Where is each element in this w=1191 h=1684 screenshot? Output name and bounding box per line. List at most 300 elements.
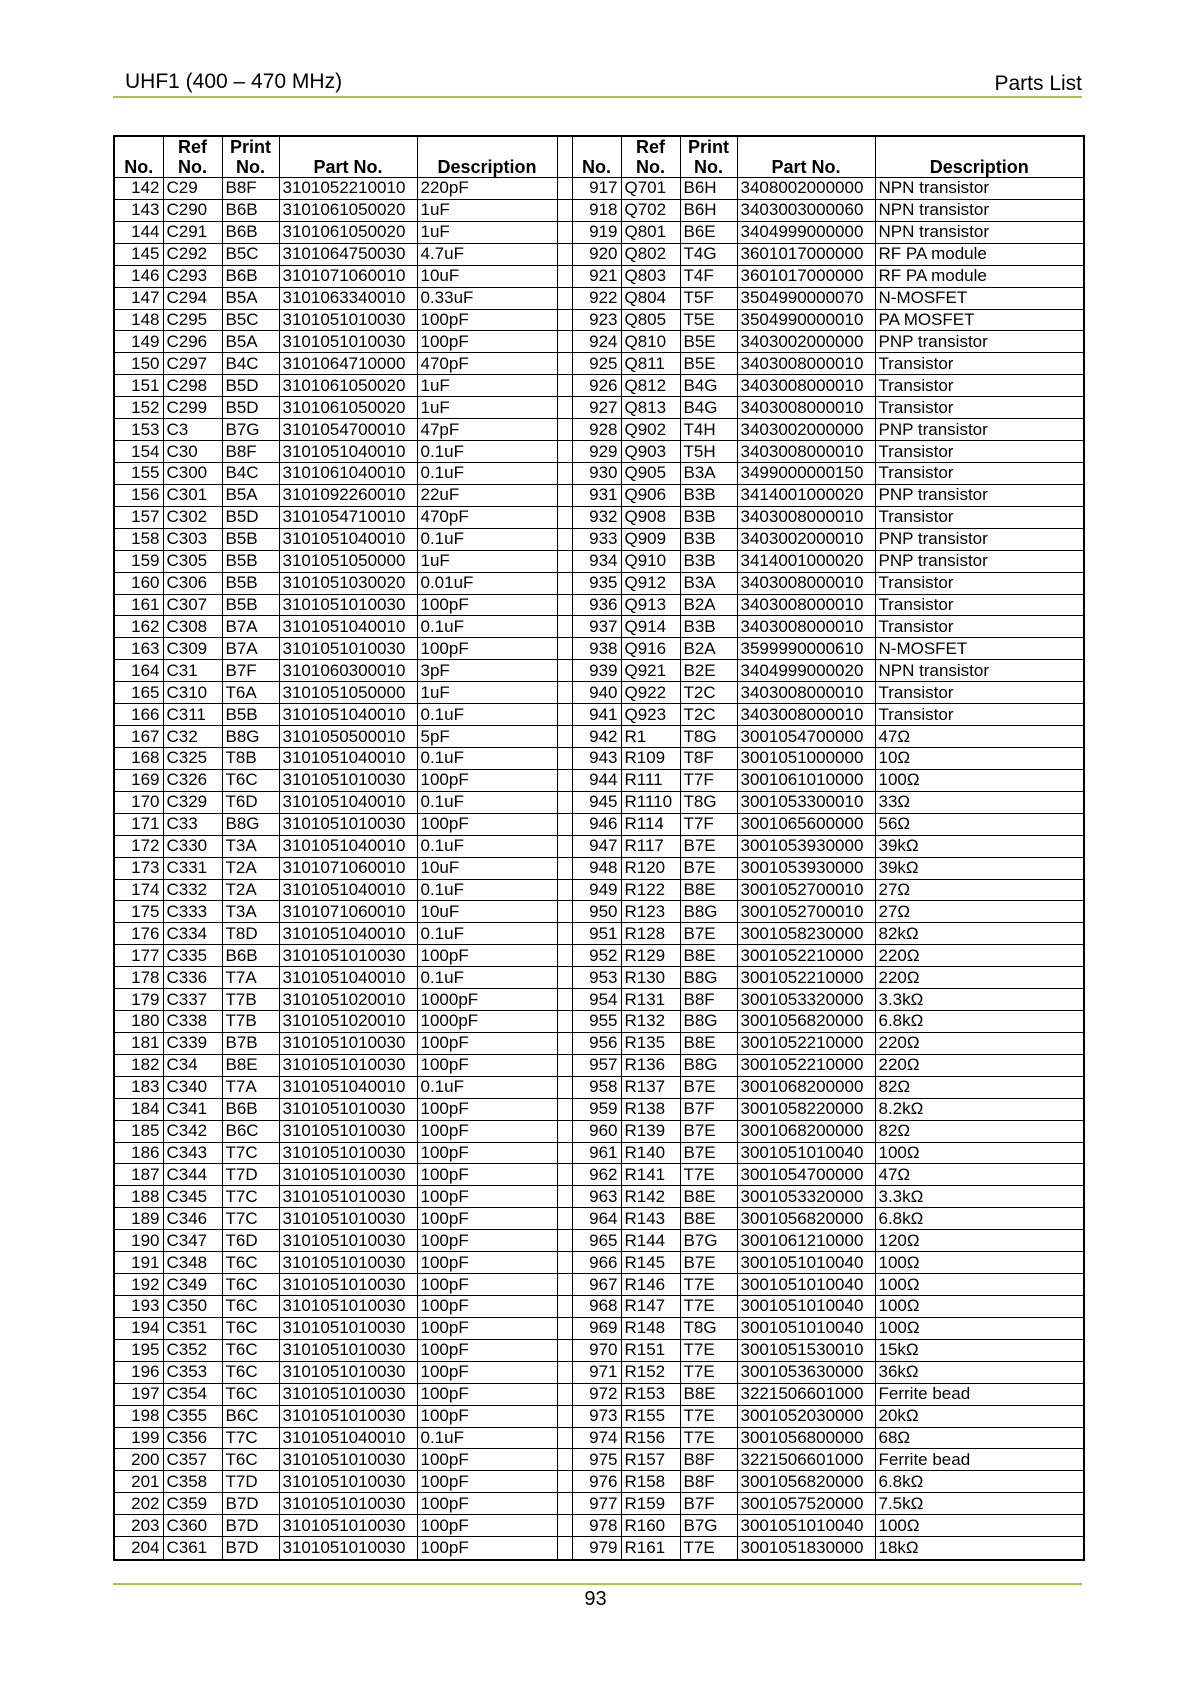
table-row <box>114 1493 1084 1515</box>
cell-part: 3101052210010 <box>279 178 417 200</box>
cell-ref: C344 <box>163 1164 222 1186</box>
cell-no: 204 <box>114 1537 163 1560</box>
table-row <box>114 1098 1084 1120</box>
cell-ref: C301 <box>163 484 222 506</box>
column-gap <box>557 221 572 243</box>
cell-print: T6C <box>222 1361 279 1383</box>
cell-no: 931 <box>572 484 621 506</box>
cell-desc: 0.1uF <box>417 835 557 857</box>
cell-no: 177 <box>114 945 163 967</box>
table-row <box>114 769 1084 791</box>
cell-desc: 120Ω <box>875 1230 1084 1252</box>
column-gap <box>557 1208 572 1230</box>
cell-no: 962 <box>572 1164 621 1186</box>
col-header-part: Part No. <box>279 136 417 178</box>
column-gap <box>557 967 572 989</box>
cell-print: B8G <box>680 967 737 989</box>
cell-part: 3001056820000 <box>737 1471 875 1493</box>
table-row <box>114 682 1084 704</box>
cell-no: 195 <box>114 1339 163 1361</box>
cell-print: T7D <box>222 1164 279 1186</box>
cell-print: B7E <box>680 1076 737 1098</box>
cell-ref: R157 <box>621 1449 680 1471</box>
cell-ref: R148 <box>621 1317 680 1339</box>
cell-desc: 3.3kΩ <box>875 989 1084 1011</box>
cell-print: B5B <box>222 572 279 594</box>
cell-no: 973 <box>572 1405 621 1427</box>
cell-print: T7B <box>222 1011 279 1033</box>
table-row <box>114 791 1084 813</box>
cell-print: T8G <box>680 726 737 748</box>
cell-no: 163 <box>114 638 163 660</box>
cell-ref: C311 <box>163 704 222 726</box>
table-row <box>114 1054 1084 1076</box>
cell-ref: C334 <box>163 923 222 945</box>
cell-desc: PNP transistor <box>875 550 1084 572</box>
cell-part: 3101051020010 <box>279 1011 417 1033</box>
cell-desc: PNP transistor <box>875 419 1084 441</box>
table-row <box>114 594 1084 616</box>
cell-no: 939 <box>572 660 621 682</box>
cell-ref: Q801 <box>621 221 680 243</box>
column-gap <box>557 1186 572 1208</box>
cell-print: B3B <box>680 484 737 506</box>
cell-ref: C356 <box>163 1427 222 1449</box>
col-header-print: Print No. <box>222 136 279 178</box>
cell-no: 949 <box>572 879 621 901</box>
column-gap <box>557 1011 572 1033</box>
cell-print: B5B <box>222 528 279 550</box>
column-gap <box>557 682 572 704</box>
cell-print: B7F <box>680 1098 737 1120</box>
cell-desc: 100pF <box>417 945 557 967</box>
cell-print: T7A <box>222 1076 279 1098</box>
cell-no: 179 <box>114 989 163 1011</box>
cell-part: 3101051040010 <box>279 791 417 813</box>
table-row <box>114 1274 1084 1296</box>
cell-ref: C347 <box>163 1230 222 1252</box>
column-gap <box>557 1274 572 1296</box>
cell-ref: Q701 <box>621 178 680 200</box>
cell-desc: 100pF <box>417 813 557 835</box>
cell-ref: Q905 <box>621 462 680 484</box>
cell-no: 970 <box>572 1339 621 1361</box>
cell-no: 167 <box>114 726 163 748</box>
cell-print: T5F <box>680 287 737 309</box>
cell-desc: 100Ω <box>875 1252 1084 1274</box>
cell-desc: 0.1uF <box>417 967 557 989</box>
table-row <box>114 1449 1084 1471</box>
column-gap <box>557 309 572 331</box>
cell-part: 3101061040010 <box>279 462 417 484</box>
cell-print: B8F <box>680 1471 737 1493</box>
cell-desc: PA MOSFET <box>875 309 1084 331</box>
cell-desc: 1000pF <box>417 1011 557 1033</box>
cell-desc: 100pF <box>417 594 557 616</box>
cell-print: T4F <box>680 265 737 287</box>
column-gap <box>557 243 572 265</box>
cell-desc: 10Ω <box>875 747 1084 769</box>
column-gap <box>557 813 572 835</box>
table-row <box>114 1164 1084 1186</box>
cell-desc: 0.1uF <box>417 528 557 550</box>
cell-print: B7D <box>222 1515 279 1537</box>
cell-part: 3101061050020 <box>279 375 417 397</box>
cell-print: B7E <box>680 835 737 857</box>
cell-ref: C306 <box>163 572 222 594</box>
cell-part: 3001051010040 <box>737 1515 875 1537</box>
cell-no: 161 <box>114 594 163 616</box>
cell-desc: Transistor <box>875 441 1084 463</box>
cell-no: 172 <box>114 835 163 857</box>
cell-ref: Q903 <box>621 441 680 463</box>
cell-no: 928 <box>572 419 621 441</box>
cell-ref: C3 <box>163 419 222 441</box>
cell-ref: R146 <box>621 1274 680 1296</box>
cell-part: 3101071060010 <box>279 265 417 287</box>
cell-desc: 20kΩ <box>875 1405 1084 1427</box>
cell-ref: Q909 <box>621 528 680 550</box>
cell-print: B7F <box>680 1493 737 1515</box>
cell-print: T7E <box>680 1537 737 1560</box>
column-gap <box>557 506 572 528</box>
cell-ref: C339 <box>163 1032 222 1054</box>
cell-ref: Q802 <box>621 243 680 265</box>
cell-part: 3001068200000 <box>737 1076 875 1098</box>
cell-print: B8F <box>222 441 279 463</box>
col-header-print: Print No. <box>680 136 737 178</box>
cell-ref: C346 <box>163 1208 222 1230</box>
cell-part: 3101051010030 <box>279 1164 417 1186</box>
cell-no: 198 <box>114 1405 163 1427</box>
cell-no: 922 <box>572 287 621 309</box>
cell-ref: R141 <box>621 1164 680 1186</box>
cell-no: 186 <box>114 1142 163 1164</box>
cell-part: 3001052210000 <box>737 967 875 989</box>
cell-part: 3001054700000 <box>737 1164 875 1186</box>
cell-part: 3403008000010 <box>737 397 875 419</box>
cell-ref: Q921 <box>621 660 680 682</box>
cell-desc: 6.8kΩ <box>875 1208 1084 1230</box>
column-gap <box>557 419 572 441</box>
cell-no: 941 <box>572 704 621 726</box>
cell-ref: C296 <box>163 331 222 353</box>
cell-ref: C309 <box>163 638 222 660</box>
cell-no: 923 <box>572 309 621 331</box>
cell-print: B7A <box>222 616 279 638</box>
table-row <box>114 419 1084 441</box>
cell-print: B7G <box>680 1515 737 1537</box>
cell-part: 3001053320000 <box>737 1186 875 1208</box>
cell-no: 154 <box>114 441 163 463</box>
cell-part: 3001051010040 <box>737 1274 875 1296</box>
cell-part: 3404999000020 <box>737 660 875 682</box>
cell-no: 182 <box>114 1054 163 1076</box>
table-row <box>114 704 1084 726</box>
cell-print: B6B <box>222 199 279 221</box>
col-header-desc: Description <box>417 136 557 178</box>
cell-ref: Q910 <box>621 550 680 572</box>
cell-part: 3403008000010 <box>737 353 875 375</box>
cell-no: 175 <box>114 901 163 923</box>
table-row <box>114 1252 1084 1274</box>
cell-ref: C357 <box>163 1449 222 1471</box>
column-gap <box>557 462 572 484</box>
cell-part: 3101051040010 <box>279 1427 417 1449</box>
cell-ref: C303 <box>163 528 222 550</box>
cell-no: 152 <box>114 397 163 419</box>
cell-ref: Q804 <box>621 287 680 309</box>
cell-ref: R156 <box>621 1427 680 1449</box>
cell-part: 3414001000020 <box>737 484 875 506</box>
cell-print: B7D <box>222 1493 279 1515</box>
cell-part: 3403008000010 <box>737 441 875 463</box>
document-title: UHF1 (400 – 470 MHz) <box>125 70 343 93</box>
column-gap <box>557 704 572 726</box>
cell-no: 976 <box>572 1471 621 1493</box>
cell-desc: 0.1uF <box>417 791 557 813</box>
cell-desc: 100pF <box>417 1339 557 1361</box>
cell-print: T8G <box>680 791 737 813</box>
cell-desc: 10uF <box>417 265 557 287</box>
table-row <box>114 879 1084 901</box>
table-row <box>114 221 1084 243</box>
cell-part: 3101051010030 <box>279 331 417 353</box>
cell-part: 3601017000000 <box>737 265 875 287</box>
cell-desc: 100pF <box>417 1515 557 1537</box>
cell-part: 3101051010030 <box>279 594 417 616</box>
cell-desc: 100pF <box>417 1208 557 1230</box>
cell-no: 194 <box>114 1317 163 1339</box>
cell-ref: Q923 <box>621 704 680 726</box>
cell-part: 3221506601000 <box>737 1449 875 1471</box>
column-gap <box>557 726 572 748</box>
cell-no: 959 <box>572 1098 621 1120</box>
table-row <box>114 1032 1084 1054</box>
cell-part: 3101051010030 <box>279 1098 417 1120</box>
column-gap <box>557 265 572 287</box>
cell-part: 3101051010030 <box>279 309 417 331</box>
page-number: 93 <box>584 1588 607 1610</box>
cell-print: B5E <box>680 353 737 375</box>
cell-part: 3101051010030 <box>279 813 417 835</box>
cell-print: B5A <box>222 331 279 353</box>
cell-no: 162 <box>114 616 163 638</box>
cell-print: T6C <box>222 1252 279 1274</box>
cell-print: B6H <box>680 178 737 200</box>
cell-part: 3404999000000 <box>737 221 875 243</box>
parts-table <box>113 135 1085 1561</box>
table-row <box>114 747 1084 769</box>
cell-no: 942 <box>572 726 621 748</box>
cell-desc: 100Ω <box>875 1142 1084 1164</box>
cell-desc: 1000pF <box>417 989 557 1011</box>
cell-no: 193 <box>114 1296 163 1318</box>
cell-part: 3001051000000 <box>737 747 875 769</box>
cell-print: T6C <box>222 1317 279 1339</box>
cell-no: 967 <box>572 1274 621 1296</box>
cell-no: 979 <box>572 1537 621 1560</box>
cell-desc: PNP transistor <box>875 331 1084 353</box>
cell-print: B7D <box>222 1537 279 1560</box>
cell-desc: 0.1uF <box>417 879 557 901</box>
cell-no: 170 <box>114 791 163 813</box>
column-gap <box>557 1120 572 1142</box>
cell-desc: Transistor <box>875 704 1084 726</box>
cell-desc: 7.5kΩ <box>875 1493 1084 1515</box>
cell-ref: C343 <box>163 1142 222 1164</box>
table-row <box>114 1339 1084 1361</box>
cell-no: 196 <box>114 1361 163 1383</box>
cell-print: T8F <box>680 747 737 769</box>
cell-ref: C308 <box>163 616 222 638</box>
column-gap <box>557 1054 572 1076</box>
cell-print: B5D <box>222 506 279 528</box>
cell-desc: 22uF <box>417 484 557 506</box>
column-gap <box>557 1493 572 1515</box>
cell-desc: 470pF <box>417 353 557 375</box>
cell-desc: 100Ω <box>875 1317 1084 1339</box>
table-row <box>114 309 1084 331</box>
cell-ref: R1 <box>621 726 680 748</box>
table-row <box>114 1120 1084 1142</box>
cell-no: 947 <box>572 835 621 857</box>
cell-print: T7E <box>680 1339 737 1361</box>
cell-desc: 1uF <box>417 221 557 243</box>
cell-no: 156 <box>114 484 163 506</box>
column-gap <box>557 769 572 791</box>
cell-desc: 100pF <box>417 1142 557 1164</box>
cell-print: T6D <box>222 791 279 813</box>
cell-no: 954 <box>572 989 621 1011</box>
cell-ref: R142 <box>621 1186 680 1208</box>
cell-print: T7C <box>222 1142 279 1164</box>
cell-ref: R123 <box>621 901 680 923</box>
cell-desc: 100pF <box>417 1054 557 1076</box>
cell-print: B5A <box>222 484 279 506</box>
cell-print: T3A <box>222 835 279 857</box>
cell-part: 3101051010030 <box>279 1383 417 1405</box>
cell-print: T7A <box>222 967 279 989</box>
cell-desc: 27Ω <box>875 879 1084 901</box>
cell-part: 3403002000000 <box>737 419 875 441</box>
cell-part: 3101054700010 <box>279 419 417 441</box>
cell-desc: 220Ω <box>875 945 1084 967</box>
cell-desc: 100pF <box>417 1317 557 1339</box>
cell-print: B7E <box>680 1120 737 1142</box>
cell-part: 3001052210000 <box>737 1032 875 1054</box>
cell-no: 188 <box>114 1186 163 1208</box>
cell-desc: Transistor <box>875 397 1084 419</box>
cell-ref: C291 <box>163 221 222 243</box>
cell-ref: C340 <box>163 1076 222 1098</box>
footer-rule <box>113 1583 1082 1585</box>
cell-no: 184 <box>114 1098 163 1120</box>
cell-print: B6H <box>680 199 737 221</box>
cell-print: T7E <box>680 1361 737 1383</box>
cell-print: B7B <box>222 1032 279 1054</box>
cell-print: T7D <box>222 1471 279 1493</box>
cell-no: 925 <box>572 353 621 375</box>
cell-desc: Transistor <box>875 572 1084 594</box>
cell-desc: 47Ω <box>875 726 1084 748</box>
cell-desc: 33Ω <box>875 791 1084 813</box>
cell-no: 956 <box>572 1032 621 1054</box>
cell-print: T7E <box>680 1296 737 1318</box>
cell-no: 965 <box>572 1230 621 1252</box>
cell-no: 164 <box>114 660 163 682</box>
cell-part: 3001056820000 <box>737 1011 875 1033</box>
cell-desc: 4.7uF <box>417 243 557 265</box>
cell-desc: 100pF <box>417 1405 557 1427</box>
cell-ref: Q803 <box>621 265 680 287</box>
table-row <box>114 967 1084 989</box>
table-row <box>114 857 1084 879</box>
cell-desc: 3.3kΩ <box>875 1186 1084 1208</box>
cell-print: B8F <box>680 1449 737 1471</box>
cell-ref: R161 <box>621 1537 680 1560</box>
cell-desc: 1uF <box>417 375 557 397</box>
cell-no: 936 <box>572 594 621 616</box>
cell-no: 943 <box>572 747 621 769</box>
cell-part: 3504990000070 <box>737 287 875 309</box>
table-row <box>114 945 1084 967</box>
cell-no: 946 <box>572 813 621 835</box>
cell-part: 3001061210000 <box>737 1230 875 1252</box>
column-gap <box>557 1427 572 1449</box>
cell-part: 3001053930000 <box>737 835 875 857</box>
cell-part: 3101092260010 <box>279 484 417 506</box>
column-gap <box>557 1142 572 1164</box>
cell-desc: 100pF <box>417 1032 557 1054</box>
cell-ref: C31 <box>163 660 222 682</box>
cell-ref: R120 <box>621 857 680 879</box>
cell-desc: 100Ω <box>875 1274 1084 1296</box>
column-gap <box>557 1098 572 1120</box>
cell-ref: R117 <box>621 835 680 857</box>
cell-print: B4C <box>222 462 279 484</box>
cell-part: 3101051010030 <box>279 945 417 967</box>
cell-part: 3403008000010 <box>737 616 875 638</box>
cell-ref: C345 <box>163 1186 222 1208</box>
cell-desc: 27Ω <box>875 901 1084 923</box>
cell-no: 174 <box>114 879 163 901</box>
table-row <box>114 835 1084 857</box>
cell-print: T2C <box>680 682 737 704</box>
cell-no: 202 <box>114 1493 163 1515</box>
cell-print: B6B <box>222 221 279 243</box>
cell-no: 950 <box>572 901 621 923</box>
cell-ref: C329 <box>163 791 222 813</box>
cell-print: B6B <box>222 1098 279 1120</box>
cell-print: B7E <box>680 1142 737 1164</box>
cell-desc: 8.2kΩ <box>875 1098 1084 1120</box>
cell-desc: NPN transistor <box>875 199 1084 221</box>
cell-no: 168 <box>114 747 163 769</box>
cell-desc: 100pF <box>417 1449 557 1471</box>
cell-desc: 82kΩ <box>875 923 1084 945</box>
cell-part: 3599990000610 <box>737 638 875 660</box>
cell-ref: C29 <box>163 178 222 200</box>
column-gap <box>557 484 572 506</box>
cell-no: 963 <box>572 1186 621 1208</box>
cell-ref: R153 <box>621 1383 680 1405</box>
cell-no: 953 <box>572 967 621 989</box>
cell-desc: 100pF <box>417 1164 557 1186</box>
table-row <box>114 1317 1084 1339</box>
cell-part: 3221506601000 <box>737 1383 875 1405</box>
cell-part: 3001056820000 <box>737 1208 875 1230</box>
